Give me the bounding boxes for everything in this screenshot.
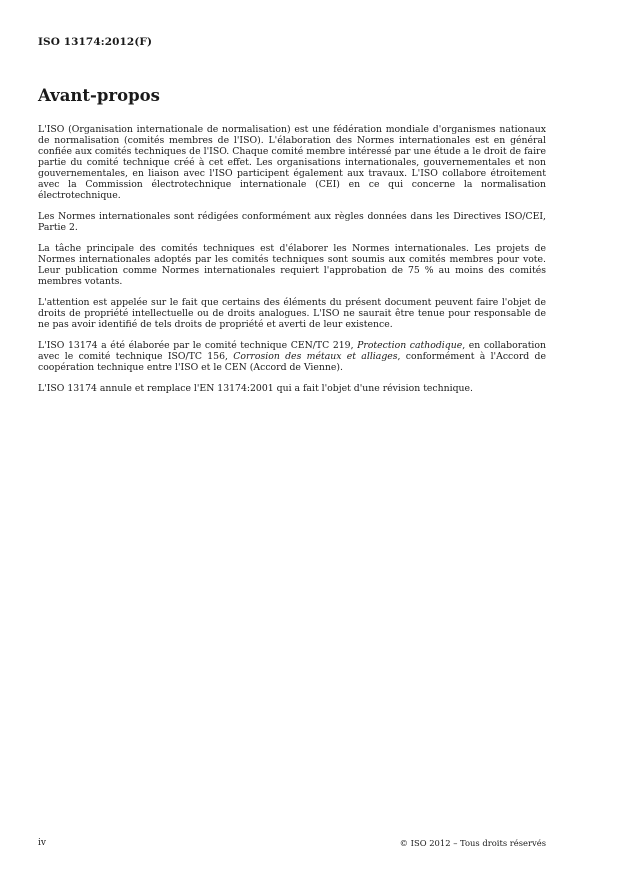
- copyright-notice: © ISO 2012 – Tous droits réservés: [399, 838, 546, 848]
- committee-title-corrosion: Corrosion des métaux et alliages: [233, 351, 398, 362]
- paragraph-preparation: [38, 340, 546, 373]
- page-number: iv: [38, 838, 46, 848]
- paragraph-directives: [38, 211, 546, 233]
- page-title: Avant-propos: [38, 86, 160, 105]
- text-run: La tâche principale des comités techniques est d'élaborer les Normes internationales. Les projets de Normes internationales adoptés par les comités techniques sont soumis aux comités membres pour vote. Leur publication comme Normes internationales requiert l'approbation de 75 % au moins des comités membres votants.: [38, 243, 546, 287]
- text-run: , conformément à l'Accord de coopération technique entre l'ISO et le CEN (Accord de Vienne).: [38, 351, 546, 373]
- foreword-body: [38, 124, 546, 404]
- text-run: L'ISO 13174 a été élaborée par le comité technique CEN/TC 219,: [38, 340, 358, 351]
- document-identifier: ISO 13174:2012(F): [38, 36, 153, 48]
- text-run: Les Normes internationales sont rédigées conformément aux règles données dans les Directives ISO/CEI, Partie 2.: [38, 211, 546, 233]
- paragraph-replacement: [38, 383, 546, 394]
- text-run: L'attention est appelée sur le fait que certains des éléments du présent document peuvent faire l'objet de droits de propriété intellectuelle ou de droits analogues. L'ISO ne saurait être tenue pour responsable de ne pas avoir identifié de tels droits de propriété et averti de leur existence.: [38, 297, 546, 330]
- paragraph-patent-rights: [38, 297, 546, 330]
- text-run: L'ISO (Organisation internationale de normalisation) est une fédération mondiale d'organismes nationaux de normalisation (comités membres de l'ISO). L'élaboration des Normes internationales est en général confiée aux comités techniques de l'ISO. Chaque comité membre intéressé par une étude a le droit de faire partie du comité technique créé à cet effet. Les organisations internationales, gouvernementales et non gouvernementales, en liaison avec l'ISO participent également aux travaux. L'ISO collabore étroitement avec la Commission électrotechnique internationale (CEI) en ce qui concerne la normalisation électrotechnique.: [38, 124, 546, 201]
- text-run: , en collaboration avec le comité technique ISO/TC 156,: [38, 340, 546, 362]
- paragraph-committee-tasks: [38, 243, 546, 287]
- text-run: L'ISO 13174 annule et remplace l'EN 13174:2001 qui a fait l'objet d'une révision technique.: [38, 383, 473, 394]
- paragraph-iso-overview: [38, 124, 546, 201]
- committee-title-protection-cathodique: Protection cathodique: [357, 340, 463, 351]
